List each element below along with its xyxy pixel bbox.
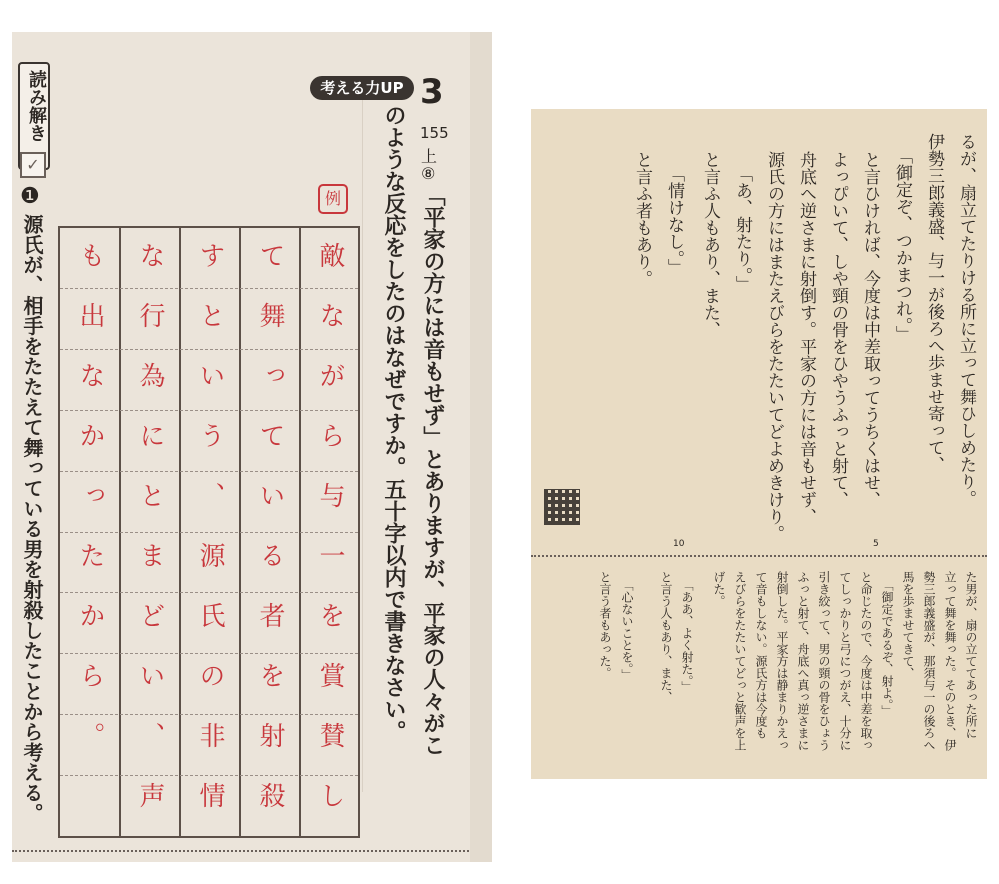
line-number-10: 10: [673, 539, 685, 549]
question-line-1: 「平家の方には音もせず」とありますが、平家の人々がこ: [420, 184, 445, 756]
checkbox-icon: ✓: [20, 152, 46, 178]
ref-page: 155: [420, 124, 449, 142]
example-label-text: 例: [324, 189, 341, 208]
ref-pos: 上: [421, 147, 438, 166]
original-line-5: よっぴいて、しや頸の骨をひやうふっと射て、: [828, 151, 848, 508]
answer-grid: [58, 226, 360, 842]
translation-line-8: 引き絞って、男の頸の骨をひょう: [817, 571, 831, 751]
answer-column-1: 敵ながら与一を賞賛し: [315, 242, 345, 842]
ref-line: ⑧: [421, 164, 436, 183]
translation-line-17: と言う者もあった。: [598, 571, 612, 679]
hint-number: ❶: [20, 184, 40, 209]
example-label: [318, 184, 348, 214]
translation-line-14: 「ああ、よく射た。」: [680, 579, 694, 693]
original-line-10: 「情けなし。」: [664, 165, 684, 276]
qr-code-icon: [544, 489, 580, 525]
translation-line-5: 「御定であるぞ、射よ。」: [880, 579, 894, 717]
original-line-4: と言ひければ、今度は中差取ってうちくはせ、: [860, 151, 880, 508]
translation-line-7: てしっかりと弓につがえ、十分に: [838, 571, 852, 751]
translation-line-1: た男が、扇の立ててあった所に: [964, 571, 978, 739]
answer-column-4: な行為にとまどい、声: [135, 242, 165, 842]
original-line-9: と言ふ人もあり、また、: [700, 151, 720, 338]
translation-line-9: ふっと射て、舟底へ真っ逆さまに: [796, 571, 810, 751]
facing-page-edge: [470, 32, 492, 862]
original-line-2: 伊勢三郎義盛、与一が後ろへ歩ませ寄って、: [924, 133, 944, 473]
translation-line-13: げた。: [712, 571, 726, 607]
original-line-11: と言ふ者もあり。: [632, 151, 652, 287]
translation-line-10: 射倒した。平家方は静まりかえっ: [775, 571, 789, 751]
badge-label: 考える力UP: [320, 79, 404, 97]
left-page-photo: [12, 32, 492, 862]
translation-line-15: と言う人もあり、また、: [659, 571, 673, 703]
hint-text: 源氏が、相手をたたえて舞っている男を射殺したことから考える。: [20, 214, 44, 823]
translation-line-12: えびらをたたいてどっと歓声を上: [733, 571, 747, 751]
translation-line-16: 「心ないことを。」: [620, 579, 634, 681]
original-line-1: るが、扇立てたりける所に立って舞ひしめたり。: [956, 133, 976, 507]
translation-line-3: 勢三郎義盛が、那須与一の後ろへ: [922, 571, 936, 751]
translation-line-11: て音もしない。源氏方は今度も: [754, 571, 768, 739]
answer-column-2: て舞っている者を射殺: [255, 242, 285, 842]
right-page-photo: [531, 109, 987, 779]
original-line-3: 「御定ぞ、つかまつれ。」: [892, 147, 912, 343]
translation-line-2: 立って舞を舞った。そのとき、伊: [943, 571, 957, 751]
answer-column-5: も出なかったから。: [75, 242, 105, 782]
question-line-2: のような反応をしたのはなぜですか。五十字以内で書きなさい。: [381, 104, 406, 742]
page-rule: [362, 92, 363, 792]
divider: [531, 555, 987, 557]
translation-line-6: と命じたので、今度は中差を取っ: [859, 571, 873, 751]
badge-number: 3: [420, 72, 444, 112]
translation-line-4: 馬を歩ませてきて、: [901, 571, 915, 679]
badge: [310, 76, 414, 100]
original-line-6: 舟底へ逆さまに射倒す。平家の方には音もせず、: [796, 151, 816, 525]
bottom-rule: [12, 850, 492, 852]
original-line-8: 「あ、射たり。」: [732, 165, 752, 293]
answer-column-3: すという、源氏の非情: [195, 242, 225, 842]
original-line-7: 源氏の方にはまたえびらをたたいてどよめきけり。: [764, 151, 784, 542]
side-tab-label: 読み解き: [26, 70, 47, 142]
line-number-5: 5: [873, 539, 879, 549]
